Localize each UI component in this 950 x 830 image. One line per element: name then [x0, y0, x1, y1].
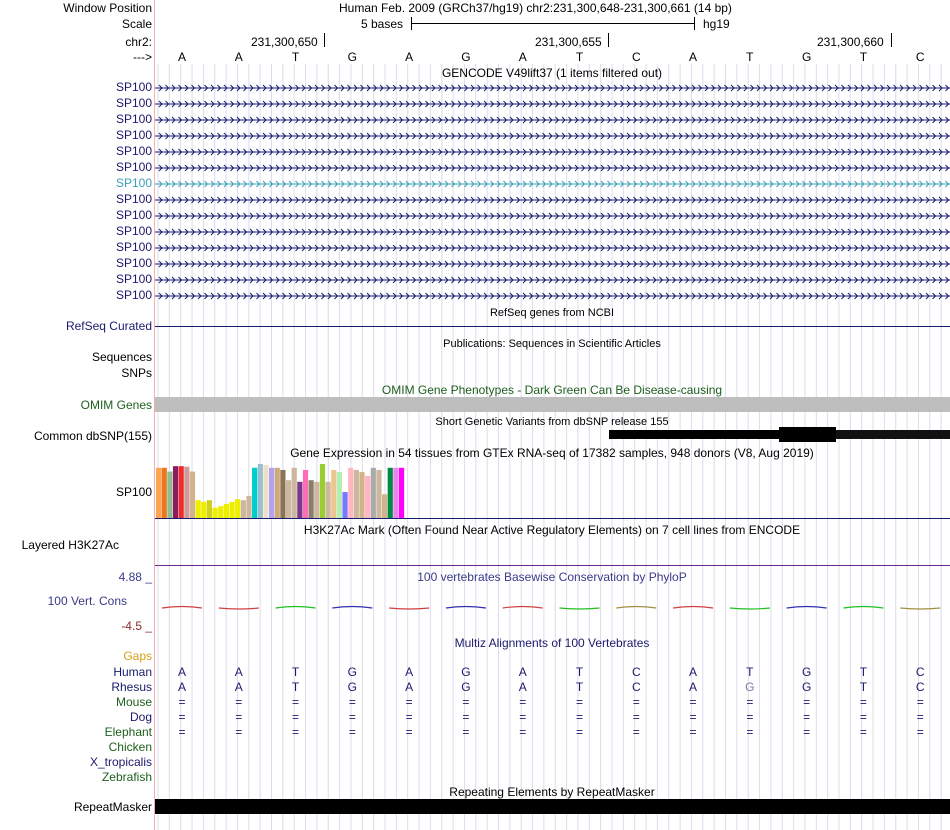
genome-browser-image[interactable] [155, 0, 950, 830]
reference-base: T [859, 50, 868, 64]
gtex-tissue-bar[interactable] [258, 464, 263, 518]
reference-base: G [461, 50, 471, 64]
gtex-tissue-bar[interactable] [246, 496, 251, 518]
aligned-base: = [178, 710, 186, 724]
gencode-track-label[interactable]: SP100 [115, 144, 152, 158]
coordinate-tick [891, 33, 892, 47]
gencode-track-label[interactable]: SP100 [115, 80, 152, 94]
gencode-track-label[interactable]: SP100 [115, 128, 152, 142]
aligned-base: A [177, 680, 187, 694]
aligned-base: A [689, 680, 698, 694]
gtex-track-label[interactable]: SP100 [115, 485, 152, 499]
reference-base: C [915, 50, 925, 64]
gencode-transcript-row[interactable] [155, 149, 950, 155]
aligned-base: G [347, 665, 358, 679]
reference-base: T [291, 50, 300, 64]
aligned-base: = [916, 695, 924, 709]
aligned-base: = [859, 695, 867, 709]
scale-label: Scale [121, 17, 152, 31]
species-label-chicken: Chicken [108, 740, 152, 754]
repeatmasker-track-title: Repeating Elements by RepeatMasker [449, 785, 655, 799]
aligned-base: = [348, 695, 356, 709]
gtex-tissue-bar[interactable] [207, 500, 212, 518]
phylop-score-mark [389, 608, 429, 609]
gtex-tissue-bar[interactable] [337, 472, 342, 518]
gtex-tissue-bar[interactable] [190, 472, 195, 518]
aligned-base: = [462, 710, 470, 724]
strand-arrow-label: ---> [133, 50, 152, 64]
gtex-tissue-bar[interactable] [371, 468, 376, 518]
aligned-base: = [575, 695, 584, 709]
phylop-score-mark [843, 607, 883, 609]
multiz-track-title: Multiz Alignments of 100 Vertebrates [454, 636, 650, 650]
aligned-base: = [689, 710, 697, 724]
gtex-tissue-bar[interactable] [359, 472, 364, 518]
sequences-track-label[interactable]: Sequences [91, 350, 152, 364]
gtex-tissue-bar[interactable] [156, 468, 161, 518]
refseq-track-title: RefSeq genes from NCBI [489, 307, 615, 319]
aligned-base: T [575, 665, 584, 679]
gencode-track-label[interactable]: SP100 [115, 224, 152, 238]
scale-db-label: hg19 [703, 17, 730, 31]
aligned-base: C [631, 665, 641, 679]
reference-base: A [518, 50, 527, 64]
phylop-score-mark [276, 607, 316, 609]
gencode-track-label[interactable]: SP100 [115, 192, 152, 206]
phylop-score-mark [673, 607, 713, 609]
species-label-zebrafish: Zebrafish [101, 770, 152, 784]
omim-track-title: OMIM Gene Phenotypes - Dark Green Can Be Disease-causing [381, 383, 723, 397]
gtex-tissue-bar[interactable] [365, 476, 370, 518]
gtex-tissue-bar[interactable] [241, 500, 246, 518]
coordinate-label: 231,300,650 [251, 35, 318, 49]
aligned-base: = [178, 695, 186, 709]
gaps-label: Gaps [123, 649, 152, 663]
gtex-tissue-bar[interactable] [348, 468, 353, 518]
aligned-base: = [916, 725, 924, 739]
gencode-transcript-row[interactable] [155, 197, 950, 203]
aligned-base: A [234, 665, 243, 679]
aligned-base: G [745, 680, 755, 694]
gtex-tissue-bar[interactable] [297, 482, 302, 518]
dbsnp-variant-block[interactable] [779, 427, 836, 442]
gtex-tissue-bar[interactable] [201, 502, 206, 518]
omim-gene-bar[interactable] [155, 397, 950, 412]
gencode-transcript-row[interactable] [155, 213, 950, 219]
aligned-base: = [348, 725, 356, 739]
aligned-base: = [632, 710, 640, 724]
aligned-base: = [575, 725, 584, 739]
aligned-base: = [519, 725, 527, 739]
gtex-tissue-bar[interactable] [303, 470, 308, 518]
gencode-transcript-row[interactable] [155, 101, 950, 107]
phylop-score-mark [787, 607, 827, 609]
aligned-base: = [916, 710, 924, 724]
aligned-base: = [405, 710, 413, 724]
gtex-tissue-bar[interactable] [399, 468, 404, 518]
phylop-score-mark [162, 607, 202, 609]
reference-base: A [177, 50, 187, 64]
publications-track-title: Publications: Sequences in Scientific Articles [443, 338, 661, 350]
aligned-base: = [235, 710, 243, 724]
aligned-base: A [689, 665, 698, 679]
aligned-base: = [803, 725, 811, 739]
reference-base: A [234, 50, 243, 64]
gencode-track-label[interactable]: SP100 [115, 272, 152, 286]
gtex-expression-chart[interactable] [155, 460, 950, 520]
phylop-track-label[interactable]: 100 Vert. Cons [47, 594, 127, 608]
reference-base: T [575, 50, 584, 64]
reference-base: T [746, 50, 754, 64]
gtex-tissue-bar[interactable] [179, 466, 184, 518]
gtex-tissue-bar[interactable] [292, 468, 297, 518]
species-label-dog: Dog [129, 710, 152, 724]
window-position-text: Human Feb. 2009 (GRCh37/hg19) chr2:231,300,648-231,300,661 (14 bp) [339, 1, 732, 15]
track-labels-panel [0, 0, 155, 830]
gencode-transcript-row[interactable] [155, 261, 950, 267]
species-label-rhesus: Rhesus [111, 680, 152, 694]
phylop-conservation-plot[interactable] [155, 598, 950, 618]
scale-bar-line [411, 23, 695, 24]
dbsnp-variant-bar-tail[interactable] [836, 430, 950, 439]
aligned-base: G [461, 680, 471, 694]
aligned-base: = [859, 725, 867, 739]
reference-base: G [347, 50, 358, 64]
phylop-score-mark [730, 608, 770, 609]
aligned-base: = [292, 695, 300, 709]
gtex-baseline [155, 518, 950, 519]
aligned-base: = [575, 710, 584, 724]
h3k27ac-baseline [155, 565, 950, 566]
phylop-score-mark [900, 608, 940, 609]
gtex-tissue-bar[interactable] [286, 480, 291, 518]
aligned-base: = [235, 725, 243, 739]
aligned-base: = [632, 725, 640, 739]
gtex-tissue-bar[interactable] [393, 468, 398, 518]
species-label-elephant: Elephant [104, 725, 152, 739]
coordinate-label: 231,300,660 [817, 35, 884, 49]
aligned-base: = [746, 695, 754, 709]
species-label-human: Human [113, 665, 152, 679]
aligned-base: = [348, 710, 356, 724]
gencode-track-label[interactable]: SP100 [115, 256, 152, 270]
gencode-transcript-row[interactable] [155, 229, 950, 235]
aligned-base: G [801, 680, 812, 694]
aligned-base: A [518, 680, 527, 694]
scale-bar-label: 5 bases [361, 17, 404, 31]
aligned-base: T [291, 665, 300, 679]
aligned-base: G [801, 665, 812, 679]
gtex-tissue-bar[interactable] [252, 468, 257, 518]
gtex-tissue-bar[interactable] [224, 504, 229, 518]
gtex-tissue-bar[interactable] [320, 464, 325, 518]
phylop-score-mark [332, 607, 372, 609]
aligned-base: T [575, 680, 584, 694]
coordinate-tick [608, 33, 609, 47]
gencode-transcript-row[interactable] [155, 277, 950, 283]
phylop-min-label: -4.5 _ [121, 619, 152, 633]
aligned-base: A [405, 665, 414, 679]
gtex-tissue-bar[interactable] [342, 492, 347, 518]
gtex-tissue-bar[interactable] [213, 508, 218, 518]
repeatmasker-element[interactable] [155, 799, 950, 814]
aligned-base: = [292, 710, 300, 724]
window-position-label: Window Position [63, 1, 152, 15]
gencode-transcript-row[interactable] [155, 181, 950, 187]
gencode-track-title: GENCODE V49lift37 (1 items filtered out) [441, 66, 663, 80]
aligned-base: = [689, 695, 697, 709]
reference-base: C [631, 50, 641, 64]
aligned-base: T [746, 665, 754, 679]
gtex-tissue-bar[interactable] [388, 468, 393, 518]
aligned-base: = [178, 725, 186, 739]
gencode-transcript-row[interactable] [155, 117, 950, 123]
gencode-transcript-row[interactable] [155, 165, 950, 171]
coordinate-label: 231,300,655 [535, 35, 602, 49]
species-label-xtropicalis: X_tropicalis [89, 755, 152, 769]
dbsnp-track-title: Short Genetic Variants from dbSNP release 155 [435, 416, 669, 428]
aligned-base: T [859, 680, 868, 694]
phylop-score-mark [616, 607, 656, 609]
repeatmasker-track-label[interactable]: RepeatMasker [73, 800, 152, 814]
aligned-base: = [632, 695, 640, 709]
gtex-tissue-bar[interactable] [229, 502, 234, 518]
gtex-tissue-bar[interactable] [184, 467, 189, 518]
gencode-transcript-row[interactable] [155, 245, 950, 251]
phylop-score-mark [446, 607, 486, 609]
gtex-tissue-bar[interactable] [269, 468, 274, 518]
gtex-tissue-bar[interactable] [196, 500, 201, 518]
aligned-base: C [915, 680, 925, 694]
aligned-base: G [347, 680, 358, 694]
species-label-mouse: Mouse [115, 695, 152, 709]
gencode-track-label-highlighted[interactable]: SP100 [115, 176, 152, 190]
gtex-tissue-bar[interactable] [280, 470, 285, 518]
h3k27ac-track-label[interactable]: Layered H3K27Ac [21, 538, 119, 552]
gtex-tissue-bar[interactable] [167, 472, 172, 518]
gtex-tissue-bar[interactable] [173, 466, 178, 518]
reference-base: A [405, 50, 414, 64]
gencode-track-label[interactable]: SP100 [115, 160, 152, 174]
gtex-tissue-bar[interactable] [331, 470, 336, 518]
aligned-base: = [803, 695, 811, 709]
aligned-base: = [235, 695, 243, 709]
gencode-transcript-row[interactable] [155, 293, 950, 299]
gtex-track-title: Gene Expression in 54 tissues from GTEx RNA-seq of 17382 samples, 948 donors (V8, Aug 2019) [290, 446, 814, 460]
omim-track-label[interactable]: OMIM Genes [80, 398, 152, 412]
phylop-score-mark [219, 608, 259, 609]
gencode-track-label[interactable]: SP100 [115, 208, 152, 222]
coordinate-tick [324, 33, 325, 47]
gtex-tissue-bar[interactable] [263, 465, 268, 518]
gencode-track-label[interactable]: SP100 [115, 96, 152, 110]
aligned-base: G [461, 665, 471, 679]
gtex-tissue-bar[interactable] [309, 480, 314, 518]
phylop-track-title: 100 vertebrates Basewise Conservation by PhyloP [417, 570, 687, 584]
aligned-base: = [292, 725, 300, 739]
gtex-tissue-bar[interactable] [314, 482, 319, 518]
phylop-score-mark [560, 608, 600, 609]
gtex-tissue-bar[interactable] [218, 506, 223, 518]
aligned-base: C [631, 680, 641, 694]
gtex-tissue-bar[interactable] [235, 499, 240, 518]
h3k27ac-track-title: H3K27Ac Mark (Often Found Near Active Regulatory Elements) on 7 cell lines from ENCODE [303, 523, 801, 537]
refseq-gene-line[interactable] [155, 326, 950, 327]
gencode-transcripts[interactable] [155, 80, 950, 310]
phylop-score-mark [503, 607, 543, 609]
aligned-base: = [746, 725, 754, 739]
gtex-tissue-bar[interactable] [376, 470, 381, 518]
aligned-base: = [746, 710, 754, 724]
scale-bar-right-tick [694, 17, 695, 30]
gencode-track-label[interactable]: SP100 [115, 112, 152, 126]
gencode-transcript-row[interactable] [155, 85, 950, 91]
aligned-base: = [859, 710, 867, 724]
aligned-base: T [859, 665, 868, 679]
dbsnp-track-label[interactable]: Common dbSNP(155) [33, 429, 152, 443]
aligned-base: A [234, 680, 243, 694]
gtex-tissue-bar[interactable] [326, 482, 331, 518]
aligned-base: C [915, 665, 925, 679]
aligned-base: = [689, 725, 697, 739]
gtex-tissue-bar[interactable] [275, 468, 280, 518]
aligned-base: T [291, 680, 300, 694]
gencode-track-label[interactable]: SP100 [115, 240, 152, 254]
aligned-base: A [518, 665, 527, 679]
reference-base: G [801, 50, 812, 64]
aligned-base: A [177, 665, 187, 679]
snps-track-label[interactable]: SNPs [121, 366, 152, 380]
phylop-max-label: 4.88 _ [118, 570, 152, 584]
gencode-transcript-row[interactable] [155, 133, 950, 139]
gtex-tissue-bar[interactable] [382, 494, 387, 518]
aligned-base: = [519, 695, 527, 709]
aligned-base: = [519, 710, 527, 724]
chromosome-label: chr2: [125, 35, 152, 49]
aligned-base: = [462, 725, 470, 739]
aligned-base: = [462, 695, 470, 709]
aligned-base: = [405, 725, 413, 739]
gtex-tissue-bar[interactable] [162, 468, 167, 518]
reference-base: A [689, 50, 698, 64]
gtex-tissue-bar[interactable] [354, 470, 359, 518]
refseq-track-label[interactable]: RefSeq Curated [65, 319, 152, 333]
aligned-base: A [405, 680, 414, 694]
aligned-base: = [803, 710, 811, 724]
gencode-track-label[interactable]: SP100 [115, 288, 152, 302]
aligned-base: = [405, 695, 413, 709]
